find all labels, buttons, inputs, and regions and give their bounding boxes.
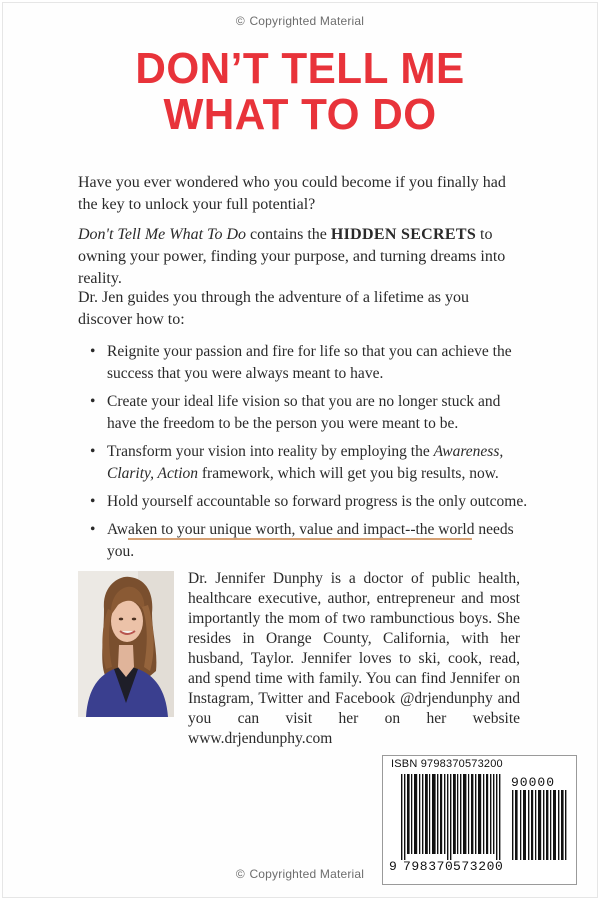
bullet-icon: • [90, 443, 96, 460]
barcode-digits-right: 573200 [453, 859, 504, 874]
isbn-label: ISBN 9798370573200 [391, 758, 503, 770]
author-photo [78, 571, 174, 717]
copyright-symbol: © [235, 14, 245, 28]
author-bio: Dr. Jennifer Dunphy is a doctor of public health, healthcare executive, author, entrepreneur and most importantly the mom of two rambunctious boys. She resides in Orange County, California, with her husband, Taylor. Jennifer loves to ski, cook, read, and spend time with family. You can find Jennifer on Instagram, Twitter and Facebook @drjendunphy and you can visit her on her website www.drjendunphy.com [188, 570, 520, 747]
benefits-list [90, 341, 530, 569]
isbn-barcode [382, 755, 577, 885]
intro-paragraph: Have you ever wondered who you could become if you finally had the key to unlock your full potential? [78, 174, 506, 213]
framework-name: Awareness, Clarity, Action [107, 443, 504, 482]
list-item [90, 519, 530, 563]
secret-rest: to owning your power, finding your purpose, and turning dreams into reality. [78, 226, 506, 287]
bullet-icon: • [90, 521, 96, 538]
book-title-line-2: WHAT TO DO [163, 90, 437, 139]
book-title-italic: Don't Tell Me What To Do [78, 226, 247, 243]
bullet-text-before: Transform your vision into reality by employing the [107, 443, 434, 460]
watermark-text: Copyrighted Material [249, 867, 365, 881]
bullet-text: Hold yourself accountable so forward progress is the only outcome. [107, 493, 528, 510]
bullet-text: Reignite your passion and fire for life so that you can achieve the success that you were always meant to have. [107, 343, 512, 382]
barcode-digit-first: 9 [389, 859, 398, 874]
copyright-watermark-top [0, 14, 600, 28]
secret-paragraph [78, 224, 524, 290]
bullet-text: Awaken to your unique worth, value and impact--the world needs you. [107, 521, 514, 560]
bullet-icon: • [90, 393, 96, 410]
barcode-addon-bars [511, 790, 569, 876]
list-item [90, 441, 530, 485]
section-divider [128, 538, 472, 540]
secret-contains: contains the [246, 226, 331, 243]
bullet-text [107, 443, 503, 482]
barcode-bars [389, 774, 507, 860]
copyright-symbol: © [235, 867, 245, 881]
price-code: 90000 [511, 775, 556, 790]
list-item [90, 341, 530, 385]
book-title-line-1: DON’T TELL ME [135, 44, 465, 93]
bullet-text: Create your ideal life vision so that you are no longer stuck and have the freedom to be the person you were meant to be. [107, 393, 501, 432]
author-portrait-illustration [78, 571, 174, 717]
bullet-icon: • [90, 493, 96, 510]
guide-paragraph: Dr. Jen guides you through the adventure of a lifetime as you discover how to: [78, 289, 470, 328]
bullet-text-after: framework, which will get you big results, now. [198, 465, 499, 482]
hidden-secrets-highlight: HIDDEN SECRETS [330, 226, 477, 243]
watermark-text: Copyrighted Material [249, 14, 365, 28]
list-item [90, 391, 530, 435]
bullet-icon: • [90, 343, 96, 360]
barcode-digits-left: 798370 [403, 859, 454, 874]
copyright-watermark-bottom [0, 867, 600, 881]
list-item [90, 491, 530, 513]
